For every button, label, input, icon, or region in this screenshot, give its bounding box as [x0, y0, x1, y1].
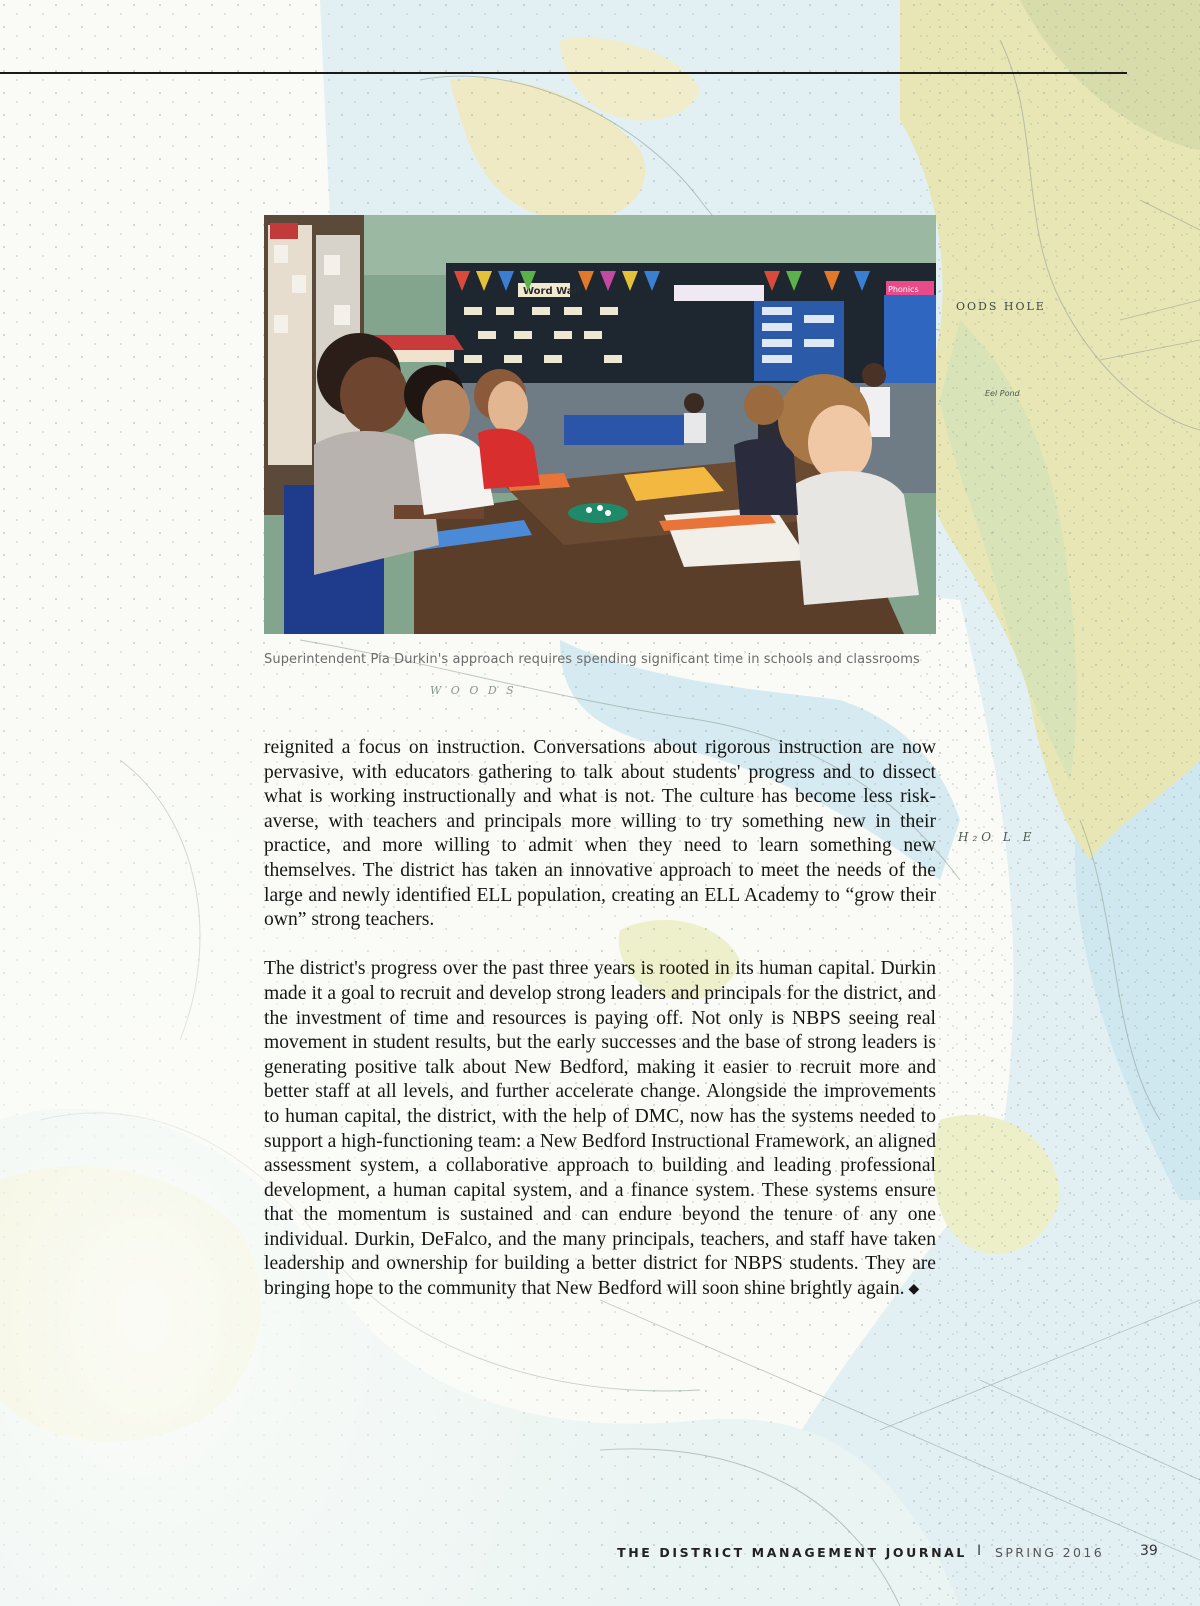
map-label-eel-pond: Eel Pond	[985, 389, 1020, 398]
phonics-sign: Phonics	[888, 285, 919, 294]
footer-separator: I	[977, 1543, 982, 1559]
page-number: 39	[1140, 1543, 1158, 1559]
photo-caption: Superintendent Pia Durkin's approach requires spending significant time in schools and classrooms	[264, 652, 920, 667]
paragraph-text: The district's progress over the past three years is rooted in its human capital. Durkin made it a goal to recruit and develop strong leaders and principals for the district, and the investment of time and resources is paying off. Not only is NBPS seeing real movement in student results, but the early successes and the base of strong leaders is generating positive talk about New Bedford, making it easier to recruit more and better staff at all levels, and further accelerate change. Alongside the improvements to human capital, the district, with the help of DMC, now has the systems needed to support a high-functioning team: a New Bedford Instructional Framework, an aligned assessment system, a collaborative approach to building and leading professional development, a human capital system, and a finance system. These systems ensure that the momentum is sustained and can endure beyond the tenure of any one individual. Durkin, DeFalco, and the many principals, teachers, and staff have taken leadership and ownership for building a better district for NBPS students. They are bringing hope to the community that New Bedford will soon shine brightly again.	[264, 958, 936, 1300]
article-paragraph	[264, 957, 936, 1302]
page-footer	[0, 1543, 1160, 1565]
header-rule	[0, 72, 1127, 74]
map-label-woods-hole: OODS HOLE	[956, 300, 1046, 313]
word-wall-sign: Word Wall	[523, 286, 581, 297]
issue-label: SPRING 2016	[995, 1545, 1105, 1560]
article-paragraph	[264, 736, 936, 933]
paragraph-text: reignited a focus on instruction. Conversations about rigorous instruction are now pervasive, with educators gathering to talk about students' progress and to dissect what is working instructionally and what is not. The culture has become less risk-averse, with teachers and principals more willing to try something new in their practice, and more willing to admit when they need to learn something new themselves. The district has taken an innovative approach to meet the needs of the large and newly identified ELL population, creating an ELL Academy to “grow their own” strong teachers.	[264, 737, 936, 931]
article-body	[264, 736, 936, 1327]
classroom-photo	[264, 215, 936, 634]
journal-title: THE DISTRICT MANAGEMENT JOURNAL	[617, 1545, 967, 1560]
map-label-woods: W O O D S	[430, 684, 517, 697]
map-label-hole: H₂O L E	[958, 830, 1036, 844]
end-of-article-mark: ◆	[908, 1282, 920, 1298]
